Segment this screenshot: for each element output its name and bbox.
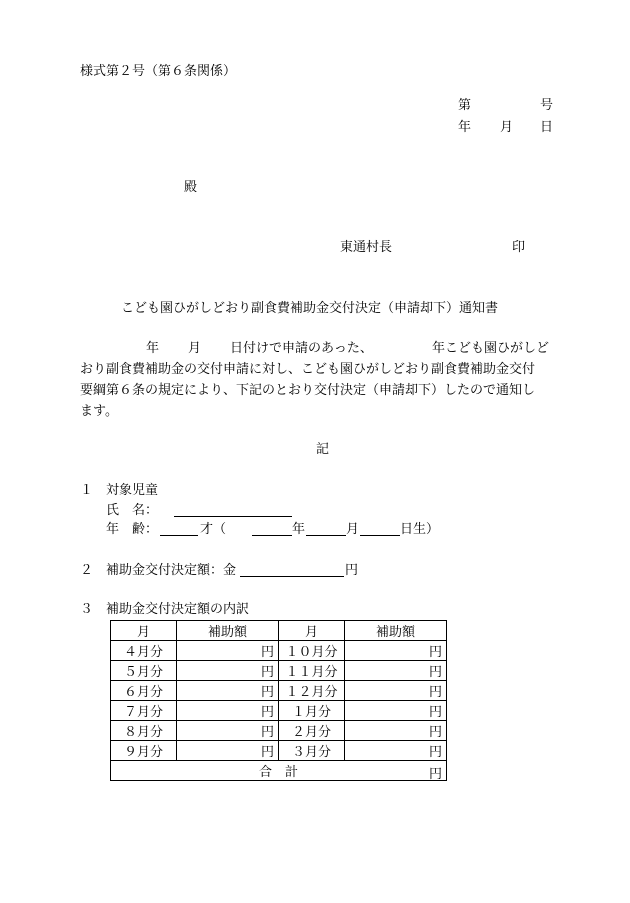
doc-number-go: 号 (540, 98, 554, 113)
month-cell: ２月分 (279, 721, 345, 741)
month-cell: １２月分 (279, 681, 345, 701)
birth-day-label: 日生） (400, 522, 440, 537)
table-row (111, 721, 447, 741)
month-cell: ９月分 (111, 741, 177, 761)
table-total-row (111, 761, 447, 781)
amount-cell[interactable]: 円 (345, 721, 447, 741)
total-label: 合 計 (258, 765, 298, 780)
body-line-3: 要綱第６条の規定により、下記のとおり交付決定（申請却下）したので通知し (80, 383, 536, 398)
table-row (111, 741, 447, 761)
month-cell: ６月分 (111, 681, 177, 701)
header-amount-left: 補助額 (177, 621, 279, 641)
body-year: 年 (146, 341, 160, 356)
month-cell: ４月分 (111, 641, 177, 661)
month-cell: ８月分 (111, 721, 177, 741)
breakdown-table (110, 620, 447, 781)
amount-cell[interactable]: 円 (177, 721, 279, 741)
section2-unit: 円 (345, 563, 359, 578)
section2-number: ２ (80, 563, 94, 578)
body-text-b: 年こども園ひがしど (432, 341, 550, 356)
amount-cell[interactable]: 円 (345, 641, 447, 661)
amount-cell[interactable]: 円 (345, 741, 447, 761)
section3-heading: 補助金交付決定額の内訳 (106, 602, 250, 617)
table-row (111, 681, 447, 701)
form-number: 様式第２号（第６条関係） (80, 64, 237, 79)
month-cell: ３月分 (279, 741, 345, 761)
doc-number-dai: 第 (458, 98, 472, 113)
age-unit: 才（ (200, 522, 227, 537)
seal-mark: 印 (512, 240, 526, 255)
body-text-a: 日付けで申請のあった、 (230, 341, 373, 356)
amount-cell[interactable]: 円 (345, 681, 447, 701)
document-title: こども園ひがしどおり副食費補助金交付決定（申請却下）通知書 (121, 301, 499, 316)
body-line-2: おり副食費補助金の交付申請に対し、こども園ひがしどおり副食費補助金交付 (80, 362, 536, 377)
month-cell: １０月分 (279, 641, 345, 661)
date-day: 日 (540, 120, 554, 135)
table-row (111, 641, 447, 661)
month-cell: １月分 (279, 701, 345, 721)
body-line-4: ます。 (80, 404, 118, 419)
section1-heading: 対象児童 (106, 483, 159, 498)
amount-field[interactable] (240, 563, 344, 582)
total-unit: 円 (428, 767, 442, 782)
header-month-left: 月 (111, 621, 177, 641)
section3-number: ３ (80, 602, 94, 617)
table-header-row (111, 621, 447, 641)
date-year: 年 (458, 120, 472, 135)
date-month: 月 (500, 120, 514, 135)
section1-number: １ (80, 483, 94, 498)
ki-marker: 記 (316, 442, 330, 457)
month-cell: １１月分 (279, 661, 345, 681)
birth-month-label: 月 (346, 522, 360, 537)
amount-cell[interactable]: 円 (177, 681, 279, 701)
body-month: 月 (188, 341, 202, 356)
age-label: 年 齢： (106, 522, 159, 537)
issuer-name: 東通村長 (340, 240, 393, 255)
amount-cell[interactable]: 円 (177, 661, 279, 681)
total-cell[interactable] (111, 761, 447, 781)
header-amount-right: 補助額 (345, 621, 447, 641)
addressee-honorific: 殿 (184, 180, 198, 195)
header-month-right: 月 (279, 621, 345, 641)
month-cell: ５月分 (111, 661, 177, 681)
amount-cell[interactable]: 円 (345, 661, 447, 681)
name-label: 氏 名： (106, 503, 159, 518)
birth-year-label: 年 (292, 522, 306, 537)
amount-cell[interactable]: 円 (177, 641, 279, 661)
section2-label: 補助金交付決定額：金 (106, 563, 237, 578)
table-row (111, 701, 447, 721)
amount-cell[interactable]: 円 (177, 741, 279, 761)
amount-cell[interactable]: 円 (345, 701, 447, 721)
birth-year-field[interactable] (252, 522, 292, 541)
table-row (111, 661, 447, 681)
age-field[interactable] (160, 522, 198, 541)
amount-cell[interactable]: 円 (177, 701, 279, 721)
name-field[interactable] (174, 503, 292, 522)
birth-month-field[interactable] (306, 522, 346, 541)
month-cell: ７月分 (111, 701, 177, 721)
birth-day-field[interactable] (360, 522, 400, 541)
